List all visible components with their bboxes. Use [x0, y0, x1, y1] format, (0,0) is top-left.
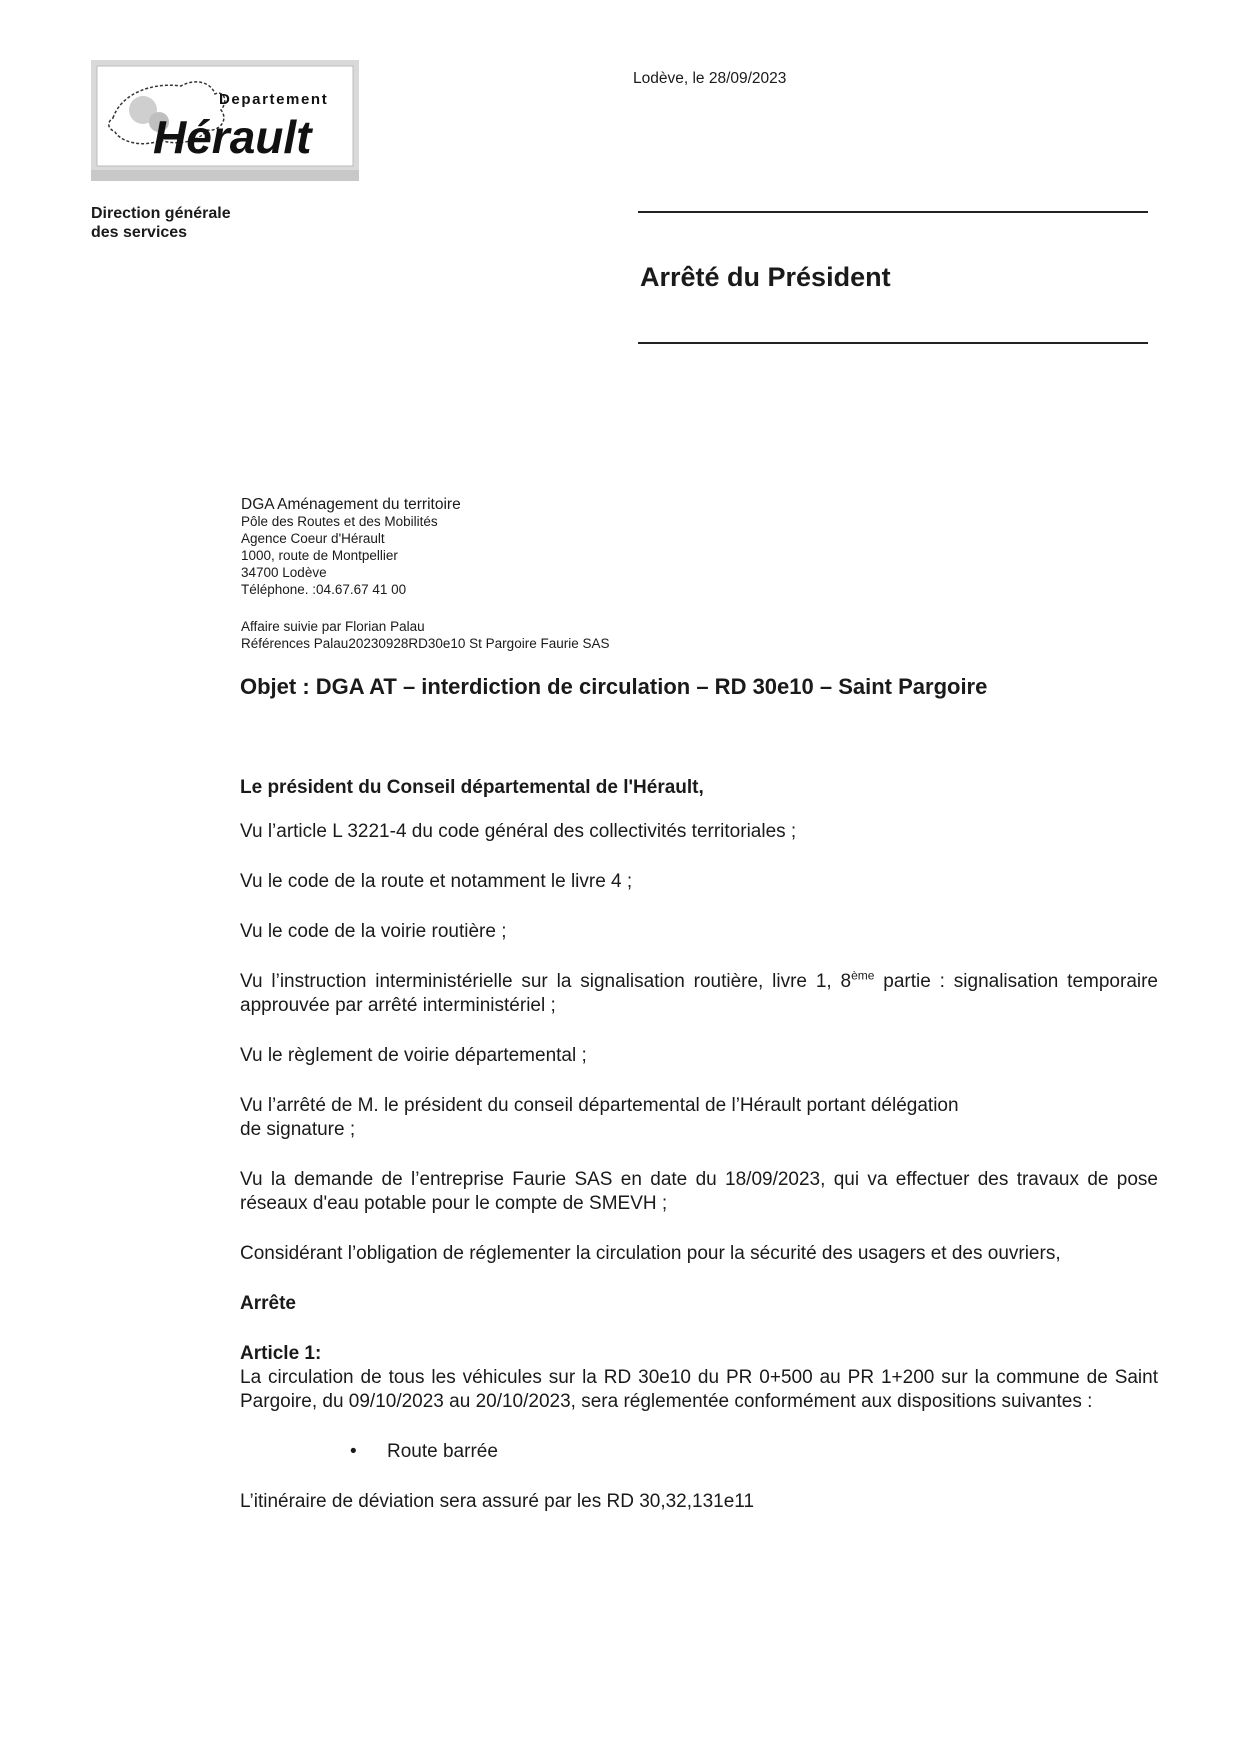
vu4-part-a: Vu l’instruction interministérielle sur la signalisation routière, livre 1, 8	[240, 971, 852, 992]
direction-line-2: des services	[91, 224, 188, 241]
vu-paragraph-arrete	[240, 1094, 1158, 1142]
sender-line: Téléphone. :04.67.67 41 00	[241, 582, 407, 597]
logo-top-text: Departement	[219, 91, 329, 108]
objet-line: Objet : DGA AT – interdiction de circulation – RD 30e10 – Saint Pargoire	[240, 674, 988, 699]
logo-main-text: Hérault	[153, 111, 312, 163]
dateline: Lodève, le 28/09/2023	[633, 70, 787, 87]
list-item	[240, 1440, 1158, 1464]
vu-paragraph: Vu le règlement de voirie départemental ;	[240, 1045, 587, 1066]
vu-paragraph: Vu le code de la route et notamment le livre 4 ;	[240, 871, 633, 892]
sender-line: DGA Aménagement du territoire	[241, 496, 461, 513]
title-rule-bottom	[638, 342, 1148, 344]
vu-paragraph: Vu le code de la voirie routière ;	[240, 921, 507, 942]
bullet-text: Route barrée	[387, 1441, 498, 1462]
deviation-paragraph: L’itinéraire de déviation sera assuré par les RD 30,32,131e11	[240, 1491, 755, 1512]
affaire-suivie: Affaire suivie par Florian Palau	[241, 619, 425, 634]
vu-paragraph: Vu la demande de l’entreprise Faurie SAS en date du 18/09/2023, qui va effectuer des travaux de pose réseaux d'eau potable pour le compte de SMEVH ;	[240, 1169, 1158, 1214]
departement-herault-logo	[91, 60, 359, 181]
sender-address	[241, 496, 461, 598]
considerant-paragraph: Considérant l’obligation de réglementer la circulation pour la sécurité des usagers et des ouvriers,	[240, 1243, 1061, 1264]
article-1-title: Article 1:	[240, 1343, 322, 1364]
president-heading: Le président du Conseil départemental de l'Hérault,	[240, 777, 704, 798]
direction-line-1: Direction générale	[91, 205, 231, 222]
vu4-superscript: ème	[851, 968, 875, 983]
sender-line: Agence Coeur d'Hérault	[241, 531, 385, 546]
title-rule-top	[638, 211, 1148, 213]
decree-body	[240, 776, 1158, 1514]
vu6-line-2: de signature ;	[240, 1119, 356, 1140]
sender-line: 1000, route de Montpellier	[241, 548, 398, 563]
affaire-block	[241, 618, 609, 652]
vu-paragraph: Vu l’article L 3221-4 du code général des collectivités territoriales ;	[240, 821, 797, 842]
vu-paragraph-instruction	[240, 970, 1158, 1018]
sender-line: 34700 Lodève	[241, 565, 327, 580]
sender-line: Pôle des Routes et des Mobilités	[241, 514, 438, 529]
page-title: Arrêté du Président	[640, 262, 891, 292]
bullet-icon: •	[350, 1441, 357, 1462]
references: Références Palau20230928RD30e10 St Pargoire Faurie SAS	[241, 636, 610, 651]
article-1-text: La circulation de tous les véhicules sur la RD 30e10 du PR 0+500 au PR 1+200 sur la commune de Saint Pargoire, du 09/10/2023 au 20/10/2023, sera réglementée conformément aux dispositions suivantes :	[240, 1367, 1158, 1412]
arrete-heading: Arrête	[240, 1293, 296, 1314]
vu6-line-1: Vu l’arrêté de M. le président du conseil départemental de l’Hérault portant délégation	[240, 1095, 959, 1116]
vu4-part-b: partie : signalisation temporaire approuvée par arrêté interministériel ;	[240, 971, 1159, 1016]
direction-generale	[91, 204, 231, 242]
